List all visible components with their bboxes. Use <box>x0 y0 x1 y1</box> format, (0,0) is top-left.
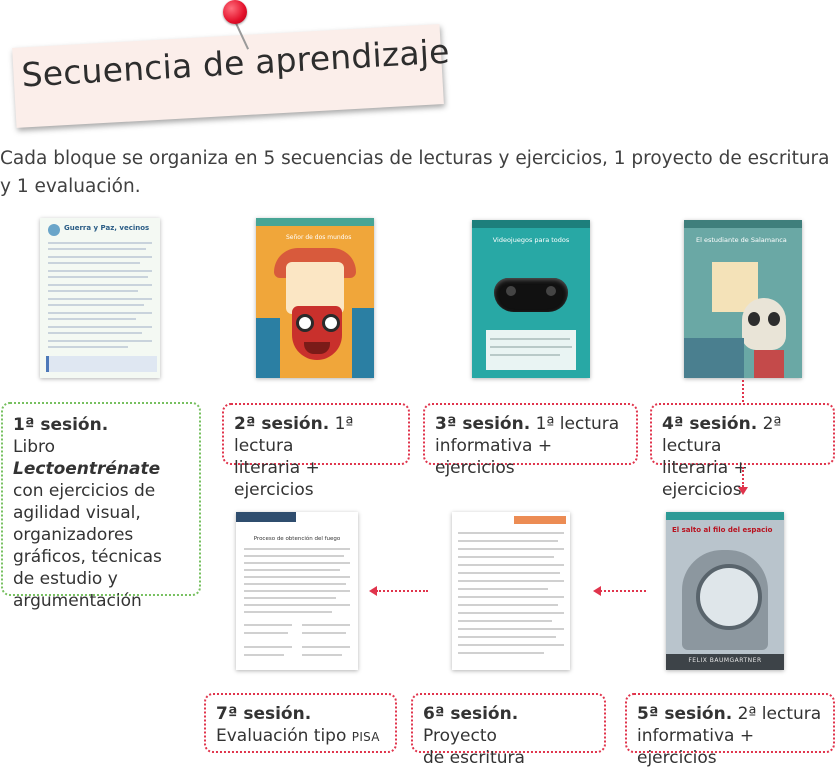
thumbnail-heading: El estudiante de Salamanca <box>696 236 787 244</box>
session-2-box <box>222 403 410 500</box>
skull-icon <box>742 298 786 350</box>
session-number: 1ª sesión. <box>13 415 109 435</box>
note-box <box>46 356 157 372</box>
session-description: con ejercicios de agilidad visual, organizadores gráficos, técnicas de estudio y argumentación <box>13 481 162 611</box>
writing-project-thumbnail <box>452 512 570 670</box>
session-text: 1ª lectura <box>234 414 354 456</box>
section-icon <box>48 224 60 236</box>
session-text: Libro <box>13 437 56 457</box>
session-text: literaria + ejercicios <box>234 458 320 500</box>
reading-literary-1-thumbnail <box>256 218 374 378</box>
thumbnail-heading: Proceso de obtención del fuego <box>253 536 341 542</box>
session-number: 2ª sesión. <box>234 414 330 434</box>
arrow-down-icon <box>738 487 748 495</box>
reading-informative-2-thumbnail <box>666 512 784 670</box>
connector-line <box>742 380 744 402</box>
session-text: informativa + ejercicios <box>637 726 755 768</box>
session-5-box <box>625 693 835 768</box>
session-number: 6ª sesión. <box>423 704 519 724</box>
session-text: Evaluación tipo <box>216 726 352 746</box>
reading-informative-1-thumbnail <box>472 220 590 378</box>
session-number: 4ª sesión. <box>662 414 758 434</box>
arrow-left-icon <box>593 586 601 596</box>
pisa-label: PISA <box>351 730 380 744</box>
session-text: 1ª lectura <box>535 414 620 434</box>
session-number: 3ª sesión. <box>435 414 531 434</box>
lectoentrenate-thumbnail <box>40 218 160 378</box>
connector-line <box>376 590 428 592</box>
session-1-box <box>1 402 201 611</box>
gamepad-icon <box>494 278 568 312</box>
session-text: literaria + ejercicios <box>662 458 748 500</box>
session-text: de escritura <box>423 748 525 768</box>
session-4-box <box>650 403 835 500</box>
page-title: Secuencia de aprendizaje <box>20 31 451 95</box>
thumbnail-heading: El salto al filo del espacio <box>672 526 773 534</box>
session-text: 2ª lectura <box>662 414 782 456</box>
intro-text: Cada bloque se organiza en 5 secuencias de lecturas y ejercicios, 1 proyecto de escritura y 1 evaluación. <box>0 148 830 197</box>
connector-line <box>600 590 646 592</box>
pushpin-icon <box>223 0 247 24</box>
session-number: 7ª sesión. <box>216 704 312 724</box>
session-7-box <box>204 693 397 753</box>
session-3-box <box>423 403 638 478</box>
session-text: 2ª lectura <box>737 704 822 724</box>
thumbnail-caption: FELIX BAUMGARTNER <box>688 657 762 664</box>
evaluation-thumbnail <box>236 512 358 670</box>
session-6-box <box>411 693 606 768</box>
title-card <box>12 24 451 128</box>
thumbnail-heading: Videojuegos para todos <box>492 236 570 244</box>
session-number: 5ª sesión. <box>637 704 733 724</box>
book-title: Lectoentrénate <box>13 459 161 479</box>
session-text: informativa + ejercicios <box>435 436 553 478</box>
arrow-left-icon <box>369 586 377 596</box>
reading-literary-2-thumbnail <box>684 220 802 378</box>
connector-line <box>742 467 744 487</box>
thumbnail-heading: Guerra y Paz, vecinos <box>64 224 150 232</box>
thumbnail-heading: Señor de dos mundos <box>286 234 352 241</box>
capsule-window <box>696 564 762 630</box>
session-text: Proyecto <box>423 726 497 746</box>
